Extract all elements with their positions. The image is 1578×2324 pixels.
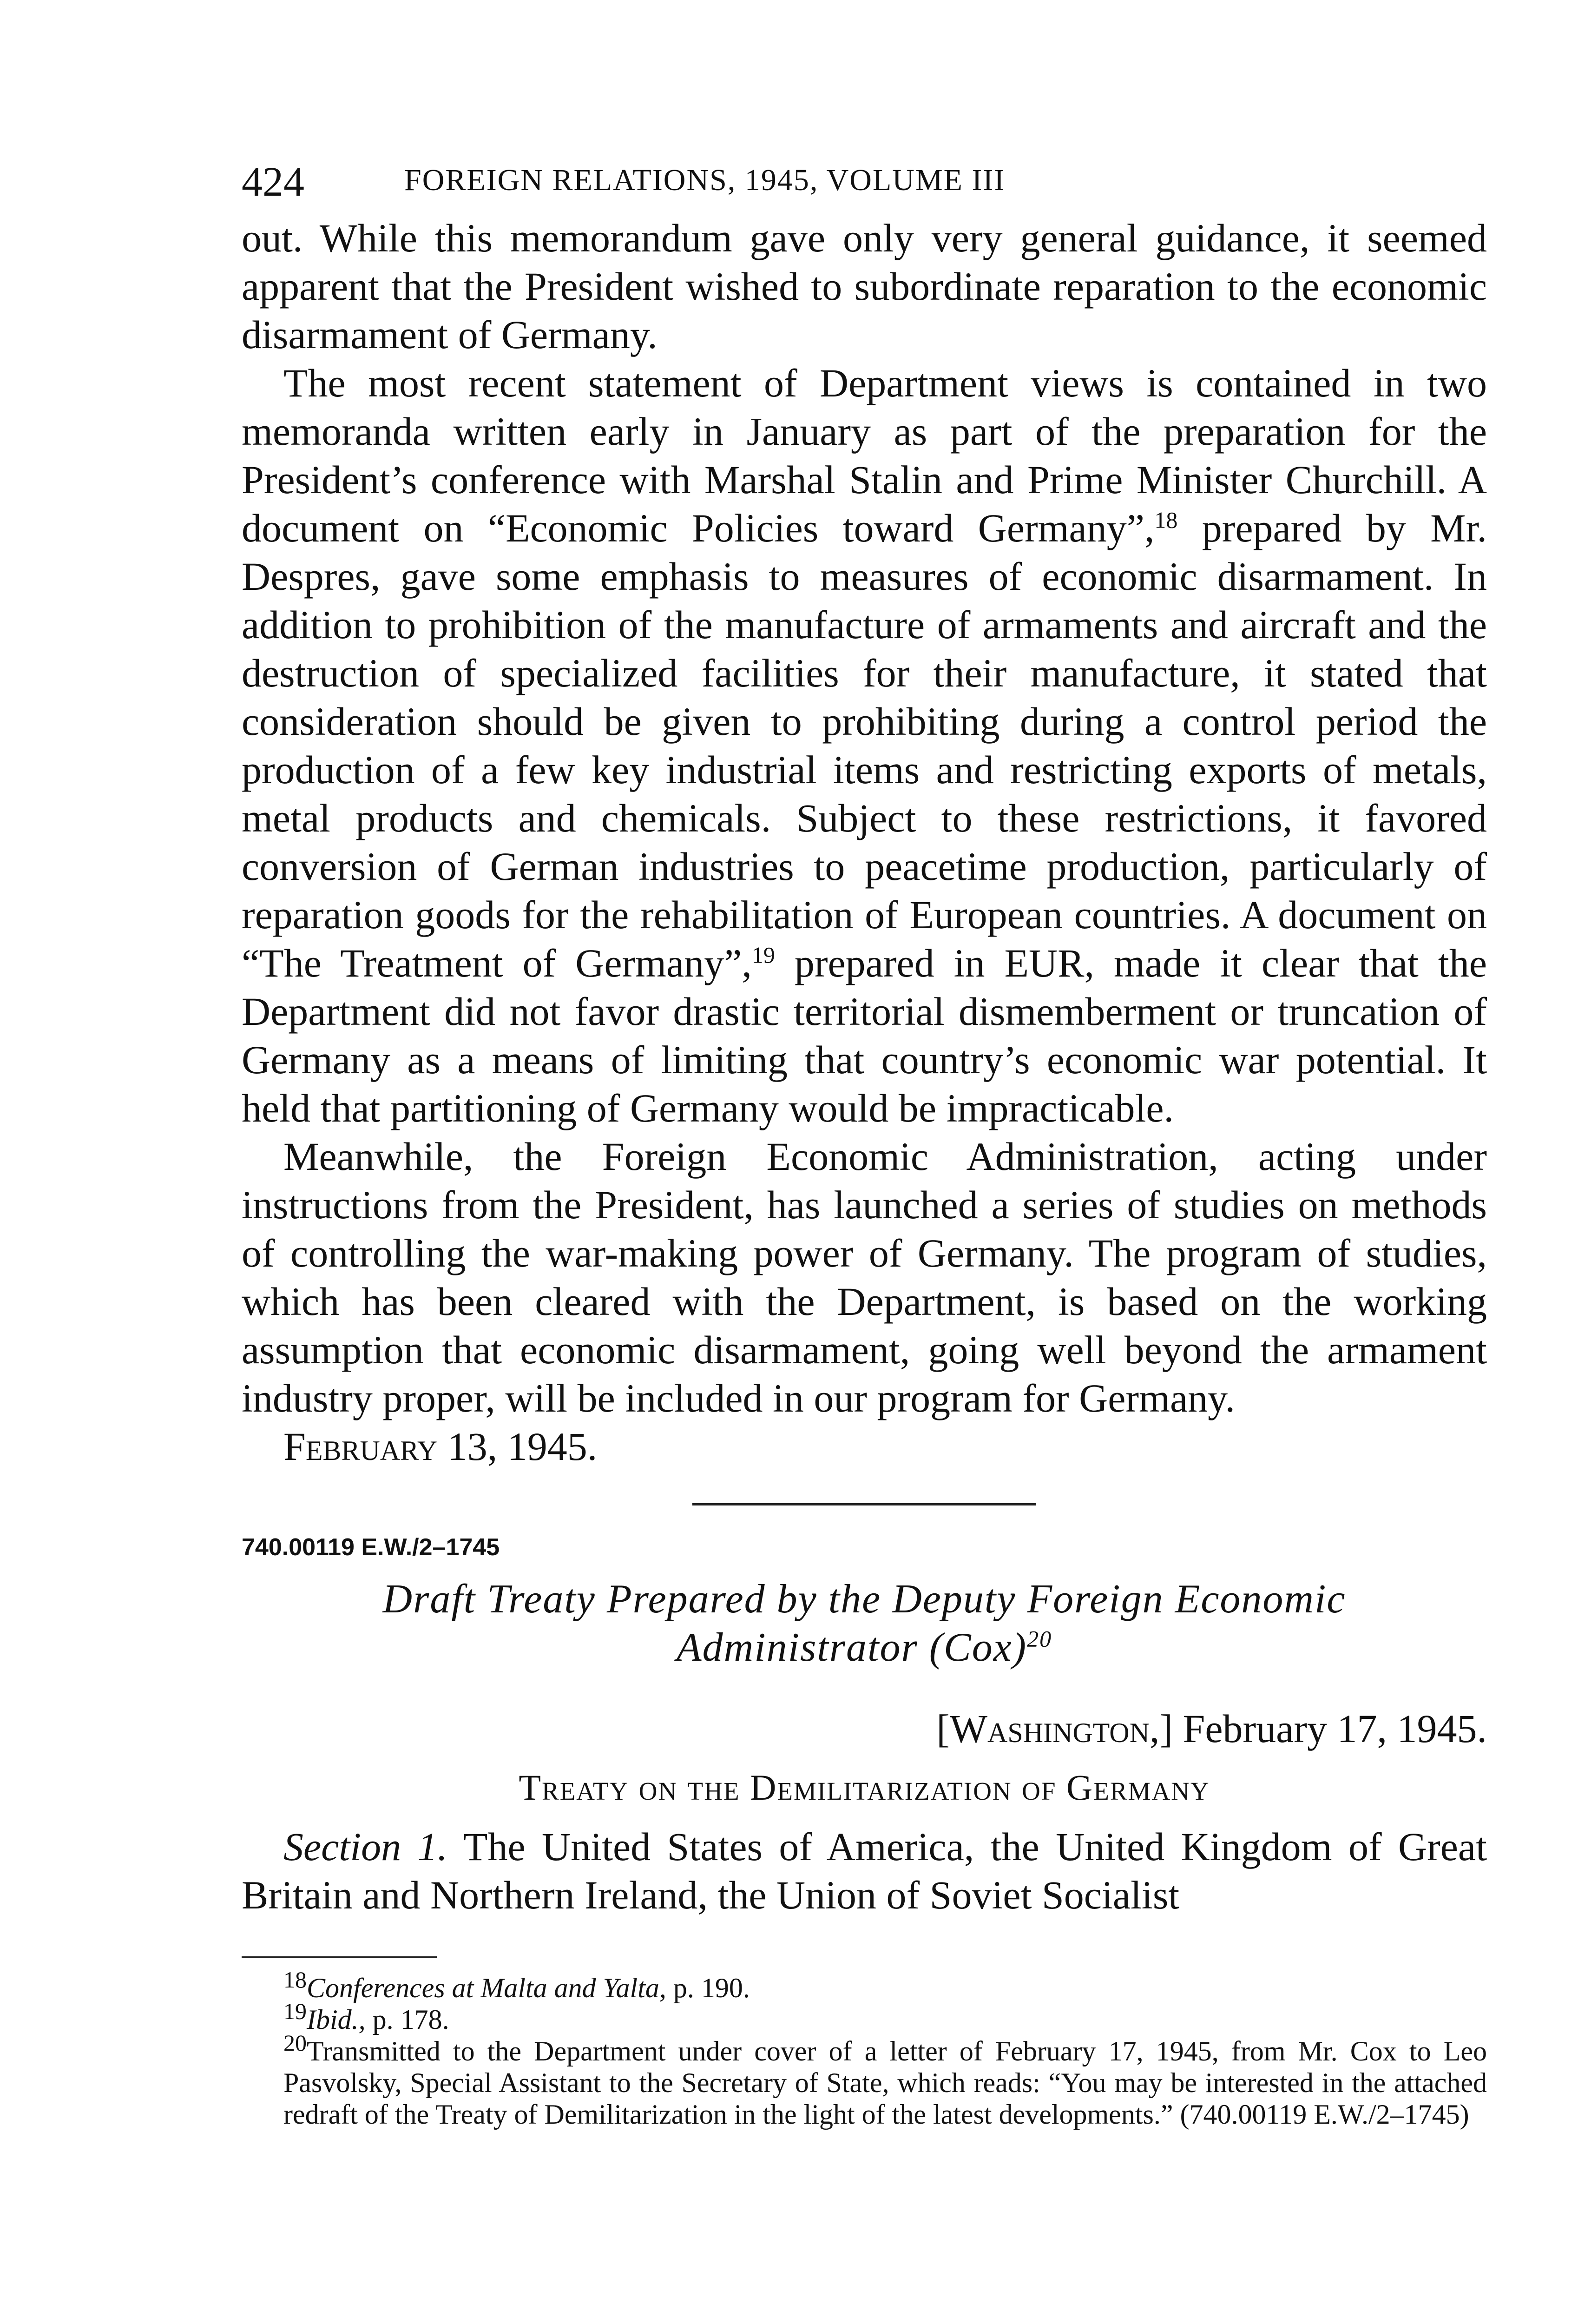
paragraph-3: Meanwhile, the Foreign Economic Administration, acting under instructions from the President, has launched a series of studies on methods of controlling the war-making power of Germany. The program of studies, which has been cleared with the Department, is based on the working assumption that economic disarmament, going well beyond the armament industry proper, will be included in our program for Germany. (242, 1134, 1487, 1420)
footnote-ref-20: 20 (1027, 1625, 1052, 1652)
footnote-text: p. 178. (365, 2004, 449, 2035)
footnote-text: Transmitted to the Department under cover of a letter of February 17, 1945, from Mr. Cox to Leo Pasvolsky, Special Assistant to the Secretary of State, which reads: “You may be interested in the attached redraft of the Treaty of Demilitarization in the light of the latest developments.” (740.00119 E.W./2–1745) (283, 2036, 1487, 2130)
document-title-line-1: Draft Treaty Prepared by the Deputy Foreign Economic (382, 1577, 1346, 1622)
document-title-line-2 (242, 1624, 1487, 1672)
footnote-ref-19: 19 (751, 942, 775, 968)
footnote-number: 20 (283, 2030, 307, 2056)
footnote-italic: Conferences at Malta and Yalta, (307, 1973, 666, 2003)
paragraph-2-part-b: prepared by Mr. Despres, gave some emphasis to measures of economic disarmament. In addition to prohibition of the manufacture of armaments and aircraft and the destruction of specialized facilities for their manufacture, it stated that consideration should be given to prohibiting during a control period the production of a few key industrial items and restricting exports of metals, metal products and chemicals. Subject to these restrictions, it favored conversion of German industries to peacetime production, particularly of reparation goods for the rehabilitation of European countries. A document on “The Treatment of Germany”, (242, 506, 1487, 985)
page-header (242, 158, 1487, 214)
section-divider (692, 1503, 1036, 1505)
paragraph-2-part-a: The most recent statement of Department views is contained in two memoranda written early in January as part of the preparation for the President’s conference with Marshal Stalin and Prime Minister Churchill. A document on “Economic Policies toward Germany”, (242, 361, 1487, 550)
footnote-18 (242, 1967, 1487, 2004)
footnote-text: p. 190. (666, 1973, 750, 2003)
page-number: 424 (242, 159, 304, 205)
paragraph-2 (242, 359, 1487, 1132)
footnote-ref-18: 18 (1154, 507, 1178, 533)
dateline (242, 1704, 1487, 1753)
section-label: Section 1. (283, 1824, 448, 1869)
footnote-divider (242, 1956, 437, 1958)
footnote-number: 18 (283, 1967, 307, 1993)
running-head: FOREIGN RELATIONS, 1945, VOLUME III (404, 163, 1006, 197)
memo-date: February 13, 1945. (283, 1424, 598, 1469)
footnotes (242, 1967, 1487, 2130)
paragraph-2-part-c: prepared in EUR, made it clear that the Department did not favor drastic territorial dismemberment or truncation of Germany as a means of limiting that country’s economic war potential. It held that partitioning of Germany would be impracticable. (242, 941, 1487, 1130)
section-text: The United States of America, the United Kingdom of Great Britain and Northern Ireland, the Union of Soviet Socialist (242, 1824, 1487, 1917)
document-page (242, 158, 1487, 2130)
section-1-paragraph (242, 1822, 1487, 1919)
dateline-place: [Washington,] (936, 1706, 1173, 1751)
document-title-line-2-text: Administrator (Cox) (676, 1625, 1027, 1670)
paragraph-1: out. While this memorandum gave only very general guidance, it seemed apparent that the President wished to subordinate reparation to the economic disarmament of Germany. (242, 216, 1487, 357)
footnote-19 (242, 1998, 1487, 2035)
footnote-italic: Ibid., (307, 2004, 366, 2035)
file-number: 740.00119 E.W./2–1745 (242, 1534, 500, 1561)
footnote-number: 19 (283, 1998, 307, 2024)
treaty-heading: Treaty on the Demilitarization of Germany (519, 1767, 1210, 1808)
footnote-20 (242, 2030, 1487, 2130)
dateline-date: February 17, 1945. (1173, 1706, 1487, 1751)
